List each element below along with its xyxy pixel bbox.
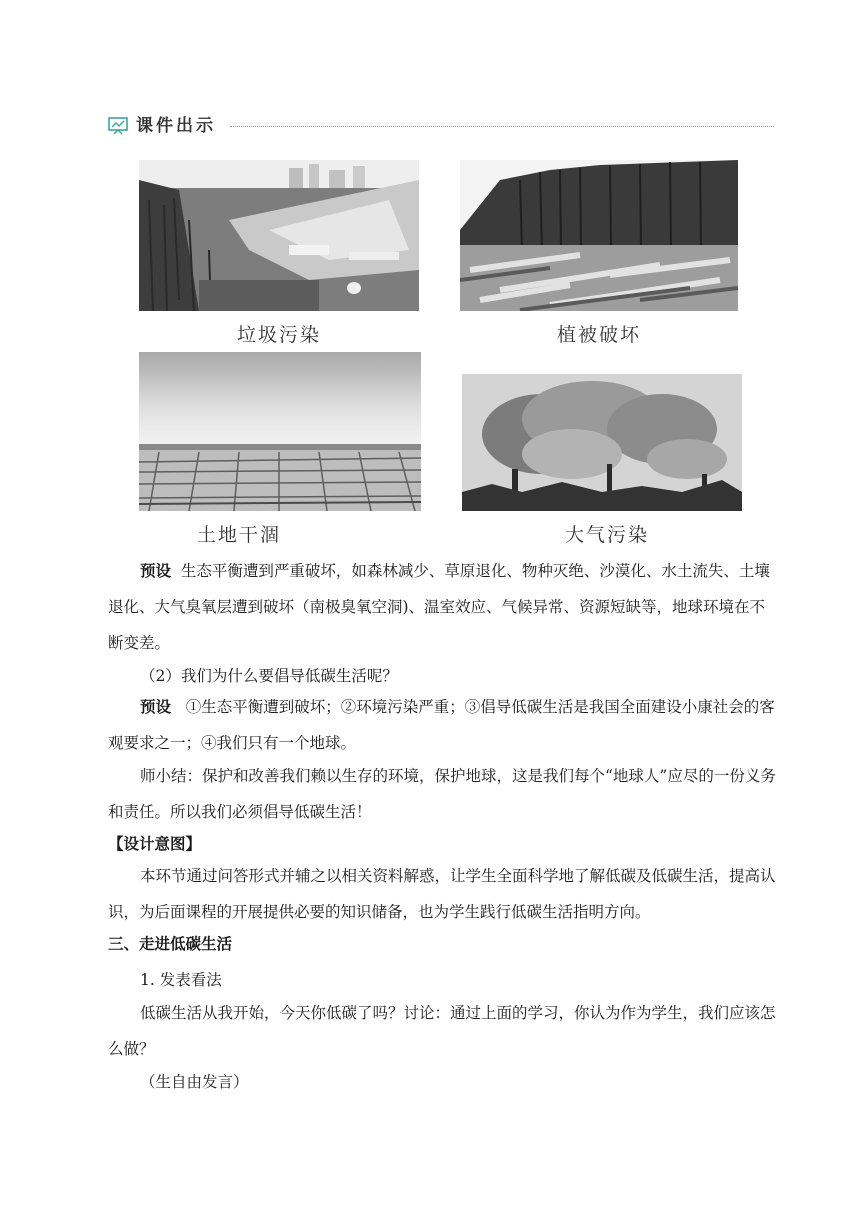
air-pollution-photo [462, 374, 742, 511]
free-talk-note: （生自由发言） [140, 1073, 249, 1091]
item-1-heading: 1. 发表看法 [140, 971, 222, 989]
design-intent-text: 本环节通过问答形式并辅之以相关资料解惑，让学生全面科学地了解低碳及低碳生活，提高认识，为后面课程的开展提供必要的知识储备，也为学生践行低碳生活指明方向。 [108, 867, 776, 921]
teacher-summary: 师小结：保护和改善我们赖以生存的环境，保护地球，这是我们每个“地球人”应尽的一份义务和责任。所以我们必须倡导低碳生活！ [108, 767, 776, 821]
chart-board-icon [108, 117, 128, 135]
section-title: 课件出示 [136, 116, 216, 136]
preset-paragraph-2 [108, 689, 778, 761]
preset-label: 预设 [140, 698, 172, 716]
preset-text: 生态平衡遭到严重破坏，如森林减少、草原退化、物种灭绝、沙漠化、水土流失、土壤退化、大气臭氧层遭到破坏（南极臭氧空洞)、温室效应、气候异常、资源短缺等，地球环境在不断变差。 [108, 562, 770, 652]
section-divider [230, 126, 774, 127]
photo-caption: 土地干涸 [196, 524, 281, 546]
photo-caption: 植被破坏 [556, 324, 641, 346]
discussion-paragraph: 低碳生活从我开始，今天你低碳了吗？讨论：通过上面的学习，你认为作为学生，我们应该怎么做？ [108, 1004, 776, 1058]
photo-caption: 大气污染 [564, 524, 649, 546]
question-2: （2）我们为什么要倡导低碳生活呢？ [140, 667, 398, 685]
preset-label: 预设 [140, 562, 172, 580]
design-intent-heading: 【设计意图】 [108, 835, 202, 853]
dry-land-photo [139, 352, 421, 511]
garbage-pollution-photo [139, 160, 419, 311]
section-header [108, 114, 774, 138]
preset-paragraph-1 [108, 553, 778, 661]
deforestation-photo [460, 160, 738, 311]
preset-text: ①生态平衡遭到破坏；②环境污染严重；③倡导低碳生活是我国全面建设小康社会的客观要求之一；④我们只有一个地球。 [108, 698, 775, 752]
photo-caption: 垃圾污染 [236, 324, 321, 346]
part-3-heading: 三、走进低碳生活 [108, 935, 233, 953]
